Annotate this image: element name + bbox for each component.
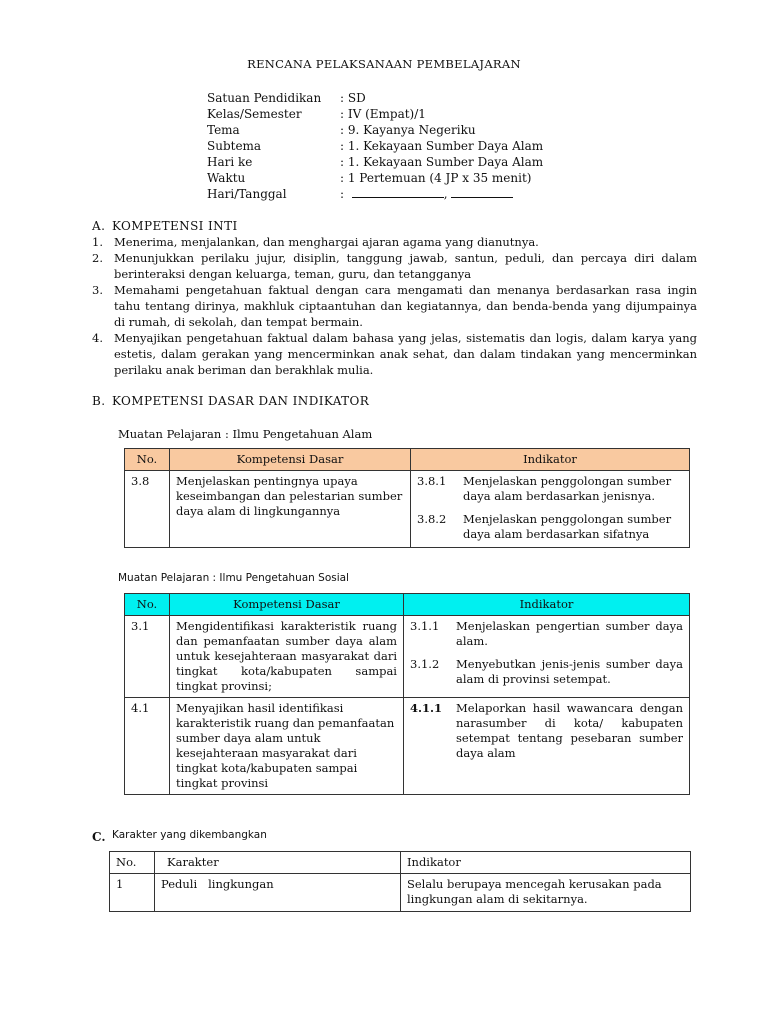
cell-kompetensi-dasar: Mengidentifikasi karakteristik ruang dan pemanfaatan sumber daya alam untuk kesejahteraan masyarakat dari tingkat kota/kabupaten sampai tingkat provinsi; [170, 616, 404, 698]
ipa-kd-table [124, 448, 690, 548]
section-title: Karakter yang dikembangkan [112, 829, 267, 841]
table-header-row [110, 852, 691, 874]
list-number: 3. [92, 283, 103, 297]
list-item [92, 250, 697, 282]
table-row [125, 471, 690, 548]
indicator-item [410, 619, 683, 649]
header-no: No. [110, 852, 155, 874]
indicator-code: 3.8.2 [417, 512, 447, 526]
list-item [92, 282, 697, 330]
document-title: RENCANA PELAKSANAAN PEMBELAJARAN [247, 57, 521, 71]
indicator-text: Melaporkan hasil wawancara dengan narasumber di kota/ kabupaten setempat tentang pesebaran sumber daya alam [456, 701, 683, 760]
cell-kompetensi-dasar: Menyajikan hasil identifikasi karakteristik ruang dan pemanfaatan sumber daya alam untuk kesejahteraan masyarakat dari tingkat kota/kabupaten sampai tingkat provinsi [170, 698, 404, 795]
list-number: 2. [92, 251, 103, 265]
info-value: : 1. Kekayaan Sumber Daya Alam [340, 139, 544, 153]
cell-indikator [404, 616, 690, 698]
karakter-table [109, 851, 691, 912]
info-colon: : [340, 187, 345, 201]
indicator-item [417, 512, 683, 542]
info-separator: , [443, 187, 448, 201]
section-letter: B. [92, 394, 106, 408]
kompetensi-inti-list [92, 234, 697, 378]
indicator-text: Menjelaskan pengertian sumber daya alam. [456, 619, 683, 648]
table-row [125, 698, 690, 795]
cell-indikator: Selalu berupaya mencegah kerusakan pada lingkungan alam di sekitarnya. [401, 874, 691, 912]
indicator-text: Menyebutkan jenis-jenis sumber daya alam di provinsi setempat. [456, 657, 683, 686]
table-row [125, 616, 690, 698]
cell-karakter: Peduli lingkungan [155, 874, 401, 912]
header-indikator: Indikator [404, 594, 690, 616]
table-header-row [125, 594, 690, 616]
list-text: Memahami pengetahuan faktual dengan cara mengamati dan menanya berdasarkan rasa ingin tahu tentang dirinya, makhluk ciptaantuhan dan kegiatannya, dan benda-benda yang dijumpainya di rumah, di sekolah, dan tempat bermain. [114, 283, 697, 329]
header-no: No. [125, 449, 170, 471]
section-letter: C. [92, 830, 106, 844]
indicator-code: 3.1.2 [410, 657, 440, 671]
list-text: Menerima, menjalankan, dan menghargai ajaran agama yang dianutnya. [114, 235, 539, 249]
cell-no: 3.1 [125, 616, 170, 698]
info-value: : 9. Kayanya Negeriku [340, 123, 476, 137]
info-label: Satuan Pendidikan [207, 91, 322, 105]
header-no: No. [125, 594, 170, 616]
list-item [92, 330, 697, 378]
day-blank-line[interactable] [352, 186, 444, 198]
section-letter: A. [92, 219, 106, 233]
list-text: Menunjukkan perilaku jujur, disiplin, tanggung jawab, santun, peduli, dan percaya diri dalam berinteraksi dengan keluarga, teman, guru, dan tetangganya [114, 251, 697, 281]
indicator-item [410, 657, 683, 687]
indicator-text: Menjelaskan penggolongan sumber daya alam berdasarkan sifatnya [463, 512, 672, 541]
info-label: Hari/Tanggal [207, 187, 287, 201]
section-title: KOMPETENSI DASAR DAN INDIKATOR [112, 394, 370, 408]
cell-no: 3.8 [125, 471, 170, 548]
indicator-code: 3.8.1 [417, 474, 447, 488]
header-indikator: Indikator [401, 852, 691, 874]
indicator-item [417, 474, 683, 504]
cell-no: 4.1 [125, 698, 170, 795]
header-kompetensi-dasar: Kompetensi Dasar [170, 594, 404, 616]
indicator-item [410, 701, 683, 761]
indicator-code: 4.1.1 [410, 701, 443, 715]
section-title: KOMPETENSI INTI [112, 219, 238, 233]
ips-kd-table [124, 593, 690, 795]
header-karakter: Karakter [155, 852, 401, 874]
list-number: 4. [92, 331, 103, 345]
muatan-ipa-label: Muatan Pelajaran : Ilmu Pengetahuan Alam [118, 427, 373, 441]
cell-no: 1 [110, 874, 155, 912]
section-c-heading [92, 826, 267, 845]
indicator-code: 3.1.1 [410, 619, 440, 633]
info-value: : 1 Pertemuan (4 JP x 35 menit) [340, 171, 532, 185]
table-row [110, 874, 691, 912]
table-header-row [125, 449, 690, 471]
info-label: Waktu [207, 171, 246, 185]
date-blank-line[interactable] [451, 186, 513, 198]
info-label: Kelas/Semester [207, 107, 302, 121]
info-label: Subtema [207, 139, 262, 153]
info-label: Hari ke [207, 155, 253, 169]
header-indikator: Indikator [411, 449, 690, 471]
cell-indikator [411, 471, 690, 548]
cell-kompetensi-dasar: Menjelaskan pentingnya upaya keseimbangan dan pelestarian sumber daya alam di lingkungannya [170, 471, 411, 548]
info-value: : 1. Kekayaan Sumber Daya Alam [340, 155, 544, 169]
list-item [92, 234, 697, 250]
header-kompetensi-dasar: Kompetensi Dasar [170, 449, 411, 471]
info-label: Tema [207, 123, 240, 137]
list-number: 1. [92, 235, 103, 249]
info-value [340, 186, 513, 202]
list-text: Menyajikan pengetahuan faktual dalam bahasa yang jelas, sistematis dan logis, dalam karya yang estetis, dalam gerakan yang mencerminkan anak sehat, dan dalam tindakan yang mencerminkan perilaku anak beriman dan berakhlak mulia. [114, 331, 697, 377]
cell-indikator [404, 698, 690, 795]
indicator-text: Menjelaskan penggolongan sumber daya alam berdasarkan jenisnya. [463, 474, 672, 503]
info-value: : SD [340, 91, 366, 105]
info-value: : IV (Empat)/1 [340, 107, 426, 121]
muatan-ips-label: Muatan Pelajaran : Ilmu Pengetahuan Sosial [118, 572, 349, 584]
